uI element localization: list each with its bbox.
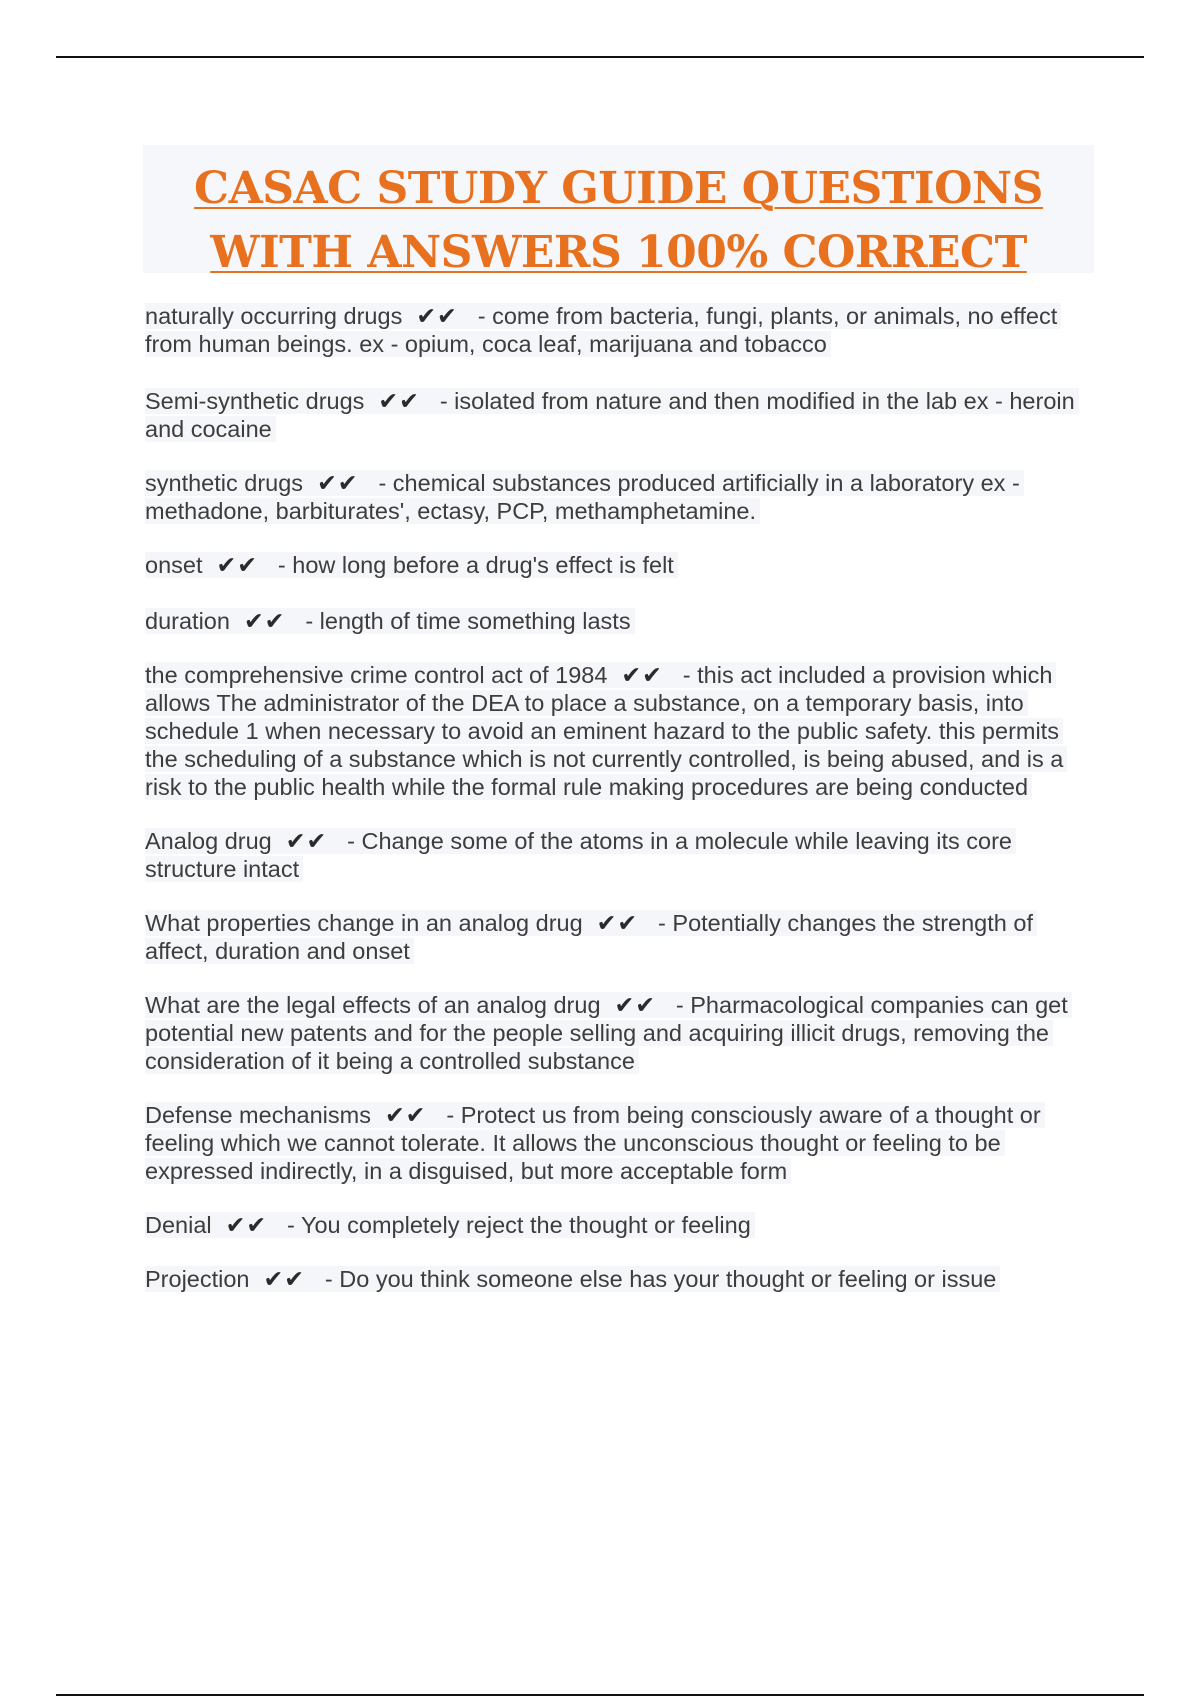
- qa-item: [145, 302, 1095, 358]
- answer-text: - Pharmacological companies can get potential new patents and for the people selling and acquiring illicit drugs, removing the consideration of it being a controlled substance: [145, 992, 1068, 1074]
- checkmark-icon: ✔✔: [225, 1212, 268, 1238]
- term-text: naturally occurring drugs: [145, 303, 403, 329]
- qa-highlight: [145, 470, 1024, 524]
- answer-text: - Potentially changes the strength of affect, duration and onset: [145, 910, 1033, 964]
- qa-item: [145, 909, 1095, 965]
- qa-highlight: [145, 910, 1037, 964]
- qa-item: [145, 1101, 1095, 1185]
- term-text: onset: [145, 552, 203, 578]
- title-banner: [143, 145, 1094, 278]
- qa-item: [145, 1211, 1095, 1239]
- checkmark-icon: ✔✔: [216, 552, 258, 578]
- document-title: CASAC STUDY GUIDE QUESTIONS WITH ANSWERS 100% CORRECT: [194, 163, 1043, 278]
- term-text: duration: [145, 608, 230, 634]
- checkmark-icon: ✔✔: [317, 470, 359, 496]
- checkmark-icon: ✔✔: [596, 910, 639, 936]
- qa-item: [145, 1265, 1095, 1293]
- answer-text: - Do you think someone else has your thought or feeling or issue: [324, 1266, 997, 1292]
- qa-highlight: [145, 608, 635, 634]
- qa-item: [145, 469, 1095, 525]
- term-text: Defense mechanisms: [145, 1102, 371, 1128]
- qa-item: [145, 661, 1095, 801]
- checkmark-icon: ✔✔: [378, 388, 420, 414]
- answer-text: - length of time something lasts: [305, 608, 631, 634]
- answer-text: - how long before a drug's effect is felt: [277, 552, 674, 578]
- qa-highlight: [145, 1212, 755, 1238]
- term-text: Semi-synthetic drugs: [145, 388, 365, 414]
- qa-highlight: [145, 1102, 1045, 1184]
- term-text: the comprehensive crime control act of 1984: [145, 662, 608, 688]
- checkmark-icon: ✔✔: [285, 828, 328, 854]
- qa-highlight: [145, 992, 1072, 1074]
- checkmark-icon: ✔✔: [416, 303, 458, 329]
- qa-item: [145, 607, 1095, 635]
- qa-item: [145, 991, 1095, 1075]
- qa-item: [145, 827, 1095, 883]
- term-text: What are the legal effects of an analog drug: [145, 992, 601, 1018]
- bottom-rule: [56, 1694, 1144, 1696]
- answer-text: - come from bacteria, fungi, plants, or animals, no effect from human beings. ex - opium, coca leaf, marijuana and tobacco: [145, 303, 1058, 357]
- answer-text: - You completely reject the thought or feeling: [287, 1212, 751, 1238]
- term-text: synthetic drugs: [145, 470, 304, 496]
- answer-text: - this act included a provision which allows The administrator of the DEA to place a substance, on a temporary basis, into schedule 1 when necessary to avoid an eminent hazard to the public safety. this permits the scheduling of a substance which is not currently controlled, is being abused, and is a risk to the public health while the formal rule making procedures are being conducted: [145, 662, 1064, 800]
- term-text: Analog drug: [145, 828, 272, 854]
- qa-highlight: [145, 1266, 1000, 1292]
- answer-text: - isolated from nature and then modified in the lab ex - heroin and cocaine: [145, 388, 1075, 442]
- qa-item: [145, 551, 1095, 579]
- checkmark-icon: ✔✔: [614, 992, 656, 1018]
- checkmark-icon: ✔✔: [621, 662, 663, 688]
- qa-highlight: [145, 552, 678, 578]
- qa-item: [145, 387, 1095, 443]
- qa-highlight: [145, 662, 1067, 800]
- answer-text: - Change some of the atoms in a molecule while leaving its core structure intact: [145, 828, 1013, 882]
- checkmark-icon: ✔✔: [384, 1102, 427, 1128]
- term-text: Denial: [145, 1212, 212, 1238]
- checkmark-icon: ✔✔: [243, 608, 286, 634]
- answer-text: - Protect us from being consciously aware of a thought or feeling which we cannot tolerate. It allows the unconscious thought or feeling to be expressed indirectly, in a disguised, but more acceptable form: [145, 1102, 1041, 1184]
- qa-list: [145, 302, 1095, 1319]
- qa-highlight: [145, 828, 1016, 882]
- top-rule: [56, 56, 1144, 58]
- qa-highlight: [145, 303, 1061, 357]
- answer-text: - chemical substances produced artificially in a laboratory ex - methadone, barbiturates', ectasy, PCP, methamphetamine.: [145, 470, 1020, 524]
- checkmark-icon: ✔✔: [263, 1266, 305, 1292]
- term-text: Projection: [145, 1266, 250, 1292]
- term-text: What properties change in an analog drug: [145, 910, 583, 936]
- qa-highlight: [145, 388, 1079, 442]
